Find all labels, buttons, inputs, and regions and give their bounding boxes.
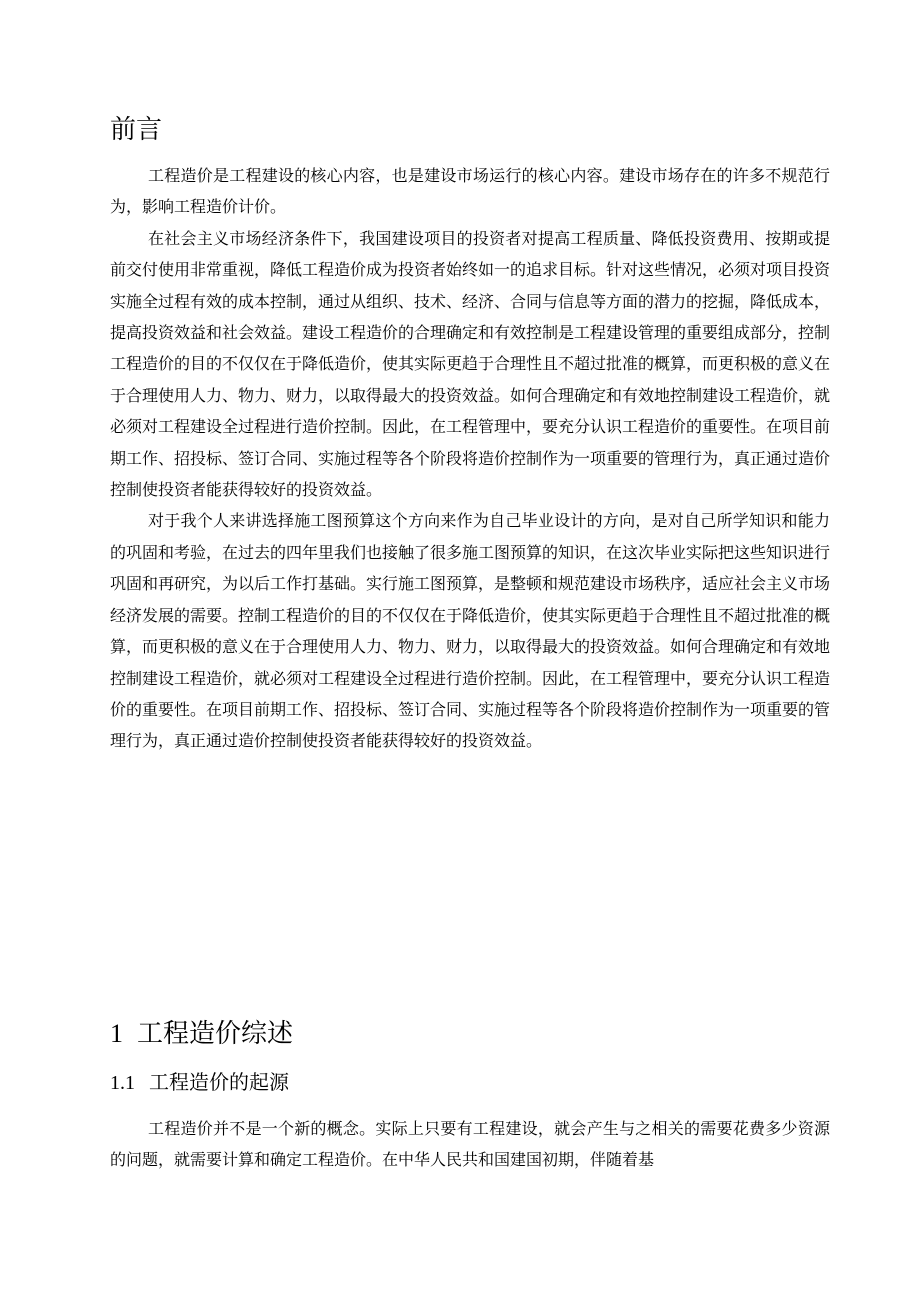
preface-paragraph-2: 在社会主义市场经济条件下，我国建设项目的投资者对提高工程质量、降低投资费用、按期或提前交付使用非常重视，降低工程造价成为投资者始终如一的追求目标。针对这些情况，必须对项目投资实施全过程有效的成本控制，通过从组织、技术、经济、合同与信息等方面的潜力的挖掘，降低成本，提高投资效益和社会效益。建设工程造价的合理确定和有效控制是工程建设管理的重要组成部分，控制工程造价的目的不仅仅在于降低造价，使其实际更趋于合理性且不超过批准的概算，而更积极的意义在于合理使用人力、物力、财力，以取得最大的投资效益。如何合理确定和有效地控制建设工程造价，就必须对工程建设全过程进行造价控制。因此，在工程管理中，要充分认识工程造价的重要性。在项目前期工作、招投标、签订合同、实施过程等各个阶段将造价控制作为一项重要的管理行为，真正通过造价控制使投资者能获得较好的投资效益。	[110, 228, 831, 500]
chapter-heading	[110, 1016, 293, 1052]
section-body	[110, 1113, 830, 1176]
chapter-title: 工程造价综述	[137, 1019, 294, 1049]
preface-heading: 前言	[110, 115, 163, 145]
section-heading	[110, 1067, 289, 1098]
preface-paragraph-3: 对于我个人来讲选择施工图预算这个方向来作为自己毕业设计的方向，是对自己所学知识和能力的巩固和考验，在过去的四年里我们也接触了很多施工图预算的知识，在这次毕业实际把这些知识进行巩固和再研究，为以后工作打基础。实行施工图预算，是整顿和规范建设市场秩序，适应社会主义市场经济发展的需要。控制工程造价的目的不仅仅在于降低造价，使其实际更趋于合理性且不超过批准的概算，而更积极的意义在于合理使用人力、物力、财力，以取得最大的投资效益。如何合理确定和有效地控制建设工程造价，就必须对工程建设全过程进行造价控制。因此，在工程管理中，要充分认识工程造价的重要性。在项目前期工作、招投标、签订合同、实施过程等各个阶段将造价控制作为一项重要的管理行为，真正通过造价控制使投资者能获得较好的投资效益。	[110, 511, 831, 751]
chapter-number: 1	[110, 1019, 123, 1048]
section-title: 工程造价的起源	[149, 1070, 289, 1094]
section-number: 1.1	[110, 1072, 135, 1094]
section-paragraph-1: 工程造价并不是一个新的概念。实际上只要有工程建设，就会产生与之相关的需要花费多少资源的问题，就需要计算和确定工程造价。在中华人民共和国建国初期，伴随着基	[110, 1119, 830, 1170]
preface-paragraph-1: 工程造价是工程建设的核心内容，也是建设市场运行的核心内容。建设市场存在的许多不规范行为，影响工程造价计价。	[110, 166, 830, 217]
preface-body	[110, 160, 830, 757]
